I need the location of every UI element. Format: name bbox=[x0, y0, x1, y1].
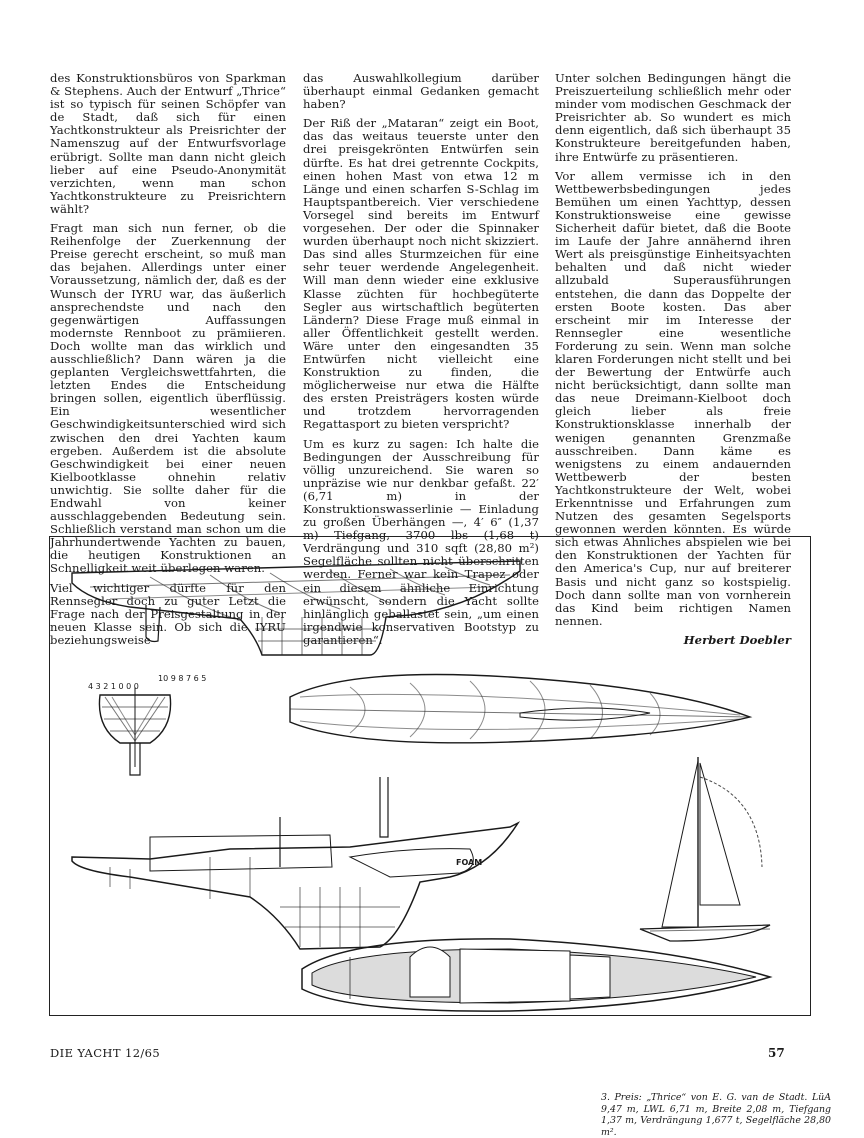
paragraph: Der Riß der „Mataran“ zeigt ein Boot, das das weitaus teuerste unter den drei preisgekrönten Entwürfen sein dürfte. Es hat drei getrennte Cockpits, einen hohen Mast von etwa 12 m Länge und einen scharfen S-Schlag im Hauptspantbereich. Vier verschiedene Vorsegel sind bereits im Entwurf vorgesehen. Der oder die Spinnaker wurden überhaupt noch nicht skizziert. Das sind alles Sturmzeichen für eine sehr teuer werdende Angelegenheit. Will man denn wieder eine exklusive Klasse züchten für hochbegüterte Segler aus wirtschaftlich begüterten Ländern? Diese Frage muß einmal in aller Öffentlichkeit gestellt werden. Wäre unter den eingesandten 35 Entwürfen nicht vielleicht eine Konstruktion zu finden, die möglicherweise nur etwa die Hälfte des ersten Preisträgers kosten würde und trotzdem hervorragenden Regattasport zu bieten verspricht? bbox=[303, 116, 539, 432]
paragraph: Vor allem vermisse ich in den Wettbewerbsbedingungen jedes Bemühen um einen Yachttyp, dessen Konstruktionsweise eine gewisse Sicherheit dafür bietet, daß die Boote im Laufe der Jahre annähernd ihren Wert als preisgünstige Einheitsyachten behalten und daß nicht wieder allzubald Superausführungen entstehen, die dann das Doppelte der ersten Boote kosten. Das aber erscheint mir im Interesse der Rennsegler eine wesentliche Forderung zu sein. Wenn man solche klaren Forderungen nicht stellt und bei der Bewertung der Entwürfe auch nicht berücksichtigt, dann sollte man das neue Dreimann-Kielboot doch gleich lieber als freie Konstruktionsklasse innerhalb der wenigen genannten Grenzmaße ausschreiben. Dann käme es wenigstens zu einem andauernden Wettbewerb der besten Yachtkonstrukteure der Welt, wobei Erkenntnisse und Erfahrungen zum Nutzen des gesamten Segelsports gewonnen werden könnten. Es würde sich etwas Ähnliches abspielen wie bei den Konstruktionen der Yachten für den America's Cup, nur auf breiterer Basis und nicht ganz so kostspielig. Doch dann sollte man von vornherein das Kind beim richtigen Namen nennen. bbox=[555, 168, 791, 628]
sail-plan-drawing bbox=[640, 757, 770, 941]
author-signature: Herbert Doebler bbox=[683, 632, 791, 647]
hull-profile-drawing bbox=[72, 561, 520, 655]
svg-text:10 9 8 7 6 5: 10 9 8 7 6 5 bbox=[158, 674, 207, 683]
body-plan-drawing bbox=[88, 674, 206, 775]
paragraph: das Auswahlkollegium darüber überhaupt einmal Gedanken gemacht haben? bbox=[303, 71, 539, 112]
svg-text:4 3 2 1 0 0 0: 4 3 2 1 0 0 0 bbox=[88, 682, 139, 691]
paragraph: Um es kurz zu sagen: Ich halte die Bedingungen der Ausschreibung für völlig unzureichend. Sie waren so unpräzise wie nur denkbar gefaßt. 22′ (6,71 m) in der Konstruktionswasserlinie — Einladung zu großen Überhängen —, 4′ 6″ (1,37 m) Tiefgang, 3700 lbs (1,68 t) Verdrängung und 310 sqft (28,80 m²) Segelfläche sollten nicht überschritten werden. Ferner war kein Trapez oder ein diesem ähnliche Einrichtung erwünscht, sondern die Yacht sollte hinlänglich geballastet sein, „um einen irgendwie konservativen Bootstyp zu garantieren“. bbox=[303, 436, 539, 647]
magazine-footer: DIE YACHT 12/65 bbox=[50, 1046, 161, 1060]
interior-plan-drawing bbox=[302, 939, 770, 1011]
construction-profile-drawing bbox=[72, 777, 518, 949]
yacht-drawings bbox=[50, 537, 812, 1017]
deck-plan-drawing bbox=[290, 675, 750, 743]
paragraph: Fragt man sich nun ferner, ob die Reihenfolge der Zuerkennung der Preise gerecht erscheint, so muß man das bejahen. Allerdings unter einer Voraussetzung, nämlich der, daß es der Wunsch der IYRU war, das äußerlich ansprechendste und nach den gegenwärtigen Auffassungen modernste Rennboot zu prämiieren. Doch wollte man das wirklich und ausschließlich? Dann wären ja die geplanten Vergleichswettfahrten, die letzten Endes die Entscheidung bringen sollen, eigentlich überflüssig. Ein wesentlicher Geschwindigkeitsunterschied wird sich zwischen den drei Yachten kaum ergeben. Außerdem ist die absolute Geschwindigkeit bei einer neuen Kielbootklasse ohnehin relativ unwichtig. Sie sollte daher für die Endwahl von keiner ausschlaggebenden Bedeutung sein. Schließlich verstand man schon um die Jahrhundertwende Yachten zu bauen, die heutigen Konstruktionen an Schnelligkeit weit überlegen waren. bbox=[50, 221, 286, 576]
foam-label: FOAM bbox=[456, 858, 483, 867]
figure-caption: 3. Preis: „Thrice“ von E. G. van de Stadt. LüA 9,47 m, LWL 6,71 m, Breite 2,08 m, Tiefgang 1,37 m, Verdrängung 1,677 t, Segelfläche 28,80 m². bbox=[601, 1092, 831, 1138]
page-number: 57 bbox=[768, 1046, 785, 1060]
paragraph: Unter solchen Bedingungen hängt die Preiszuerteilung schließlich mehr oder minder vom modischen Geschmack der Preisrichter ab. So wundert es mich denn eigentlich, daß sich überhaupt 35 Konstrukteure bereitgefunden haben, ihre Entwürfe zu präsentieren. bbox=[555, 71, 791, 164]
paragraph: Viel wichtiger dürfte für den Rennsegler doch zu guter Letzt die Frage nach der Preisgestaltung in der neuen Klasse sein. Ob sich die IYRU beziehungsweise bbox=[50, 580, 286, 647]
paragraph: des Konstruktionsbüros von Sparkman & Stephens. Auch der Entwurf „Thrice“ ist so typisch für seinen Schöpfer van de Stadt, daß sich für einen Yachtkonstrukteur als Preisrichter der Namenszug auf der Entwurfsvorlage erübrigt. Sollte man dann nicht gleich lieber auf eine Pseudo-Anonymität verzichten, wenn man schon Yachtkonstrukteure zu Preisrichtern wählt? bbox=[50, 71, 286, 216]
